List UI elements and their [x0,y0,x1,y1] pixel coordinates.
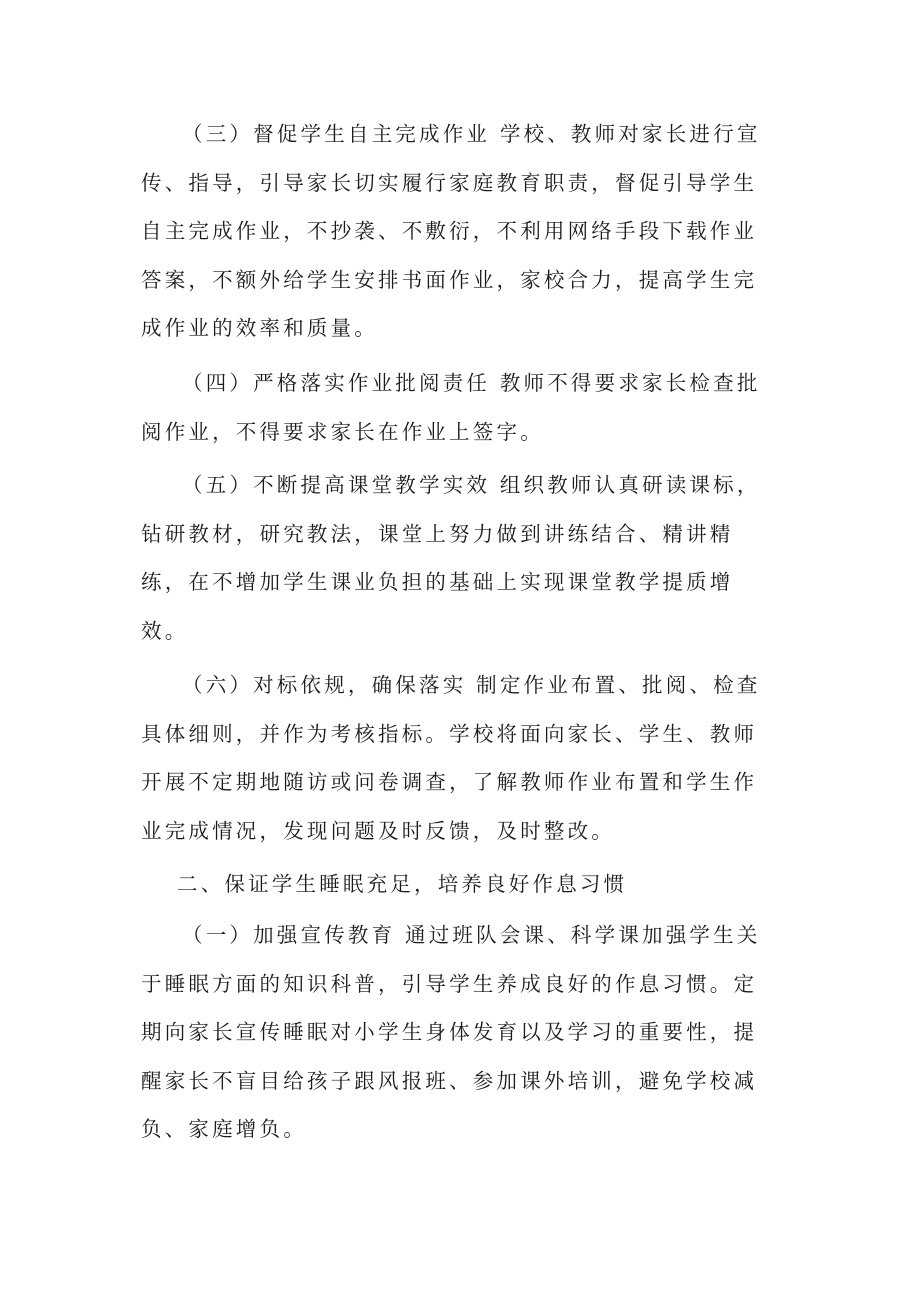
text-line: 练，在不增加学生课业负担的基础上实现课堂教学提质增 [141,570,734,595]
text-line: 开展不定期地随访或问卷调查，了解教师作业布置和学生作 [141,770,758,795]
text-line: 效。 [141,618,189,643]
text-line: （六）对标依规，确保落实 制定作业布置、批阅、检查 [182,673,761,697]
text-line: 负、家庭增负。 [141,1117,307,1142]
text-line: 传、指导，引导家长切实履行家庭教育职责，督促引导学生 [141,170,758,195]
text-line: （一）加强宣传教育 通过班队会课、科学课加强学生关 [182,923,761,947]
paragraph-classroom-efficiency [141,461,766,655]
paragraph-implementation [141,661,766,855]
paragraph-homework-grading [141,359,766,456]
paragraph-sleep-education [141,911,766,1154]
text-line: （三）督促学生自主完成作业 学校、教师对家长进行宣 [182,122,761,146]
text-line: 阅作业，不得要求家长在作业上签字。 [141,419,544,444]
text-line: （五）不断提高课堂教学实效 组织教师认真研读课标， [182,473,761,497]
text-line: 业完成情况，发现问题及时反馈，及时整改。 [141,818,615,843]
text-line: 自主完成作业，不抄袭、不敷衍，不利用网络手段下载作业 [141,219,758,244]
text-line: 醒家长不盲目给孩子跟风报班、参加课外培训，避免学校减 [141,1068,758,1093]
text-line: 于睡眠方面的知识科普，引导学生养成良好的作息习惯。定 [141,971,758,996]
text-line: 成作业的效率和质量。 [141,316,378,341]
text-line: 期向家长宣传睡眠对小学生身体发育以及学习的重要性，提 [141,1020,758,1045]
section-heading-sleep [141,860,766,909]
text-line: 具体细则，并作为考核指标。学校将面向家长、学生、教师 [141,721,758,746]
text-line: 答案，不额外给学生安排书面作业，家校合力，提高学生完 [141,267,758,292]
text-line: （四）严格落实作业批阅责任 教师不得要求家长检查批 [182,371,761,395]
paragraph-homework-supervision [141,110,766,353]
text-line: 二、保证学生睡眠充足，培养良好作息习惯 [177,872,628,896]
text-line: 钻研教材，研究教法，课堂上努力做到讲练结合、精讲精 [141,521,734,546]
